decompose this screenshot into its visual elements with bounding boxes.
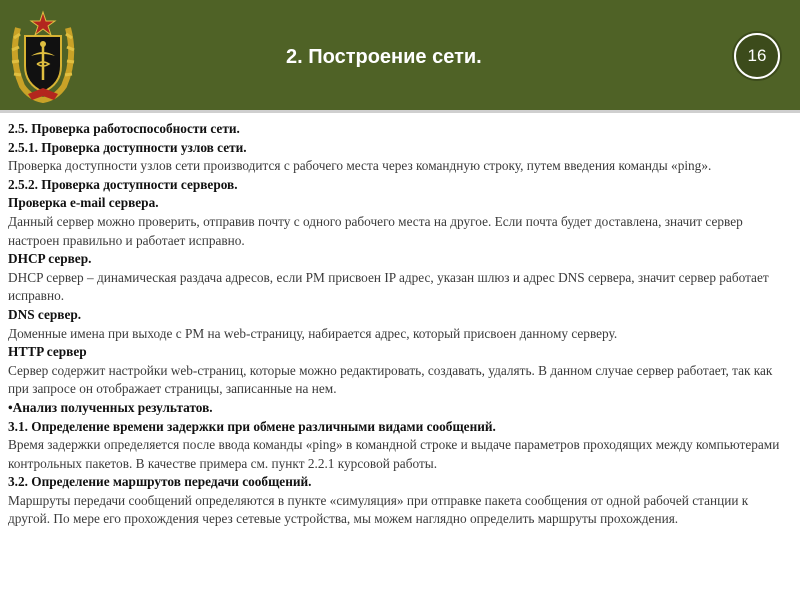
section-heading: DNS сервер. <box>8 306 82 322</box>
paragraph: Маршруты передачи сообщений определяются в пункте «симуляция» при отправке пакета сообщения от одной рабочей станции к другой. По мере его прохождения через сетевые устройства, мы можем наглядно определить маршруты прохождения. <box>8 492 749 527</box>
paragraph: Доменные имена при выходе с РМ на web-страницу, набирается адрес, который присвоен данному серверу. <box>8 325 618 341</box>
paragraph: Данный сервер можно проверить, отправив почту с одного рабочего места на другое. Если почта будет доставлена, значит сервер настроен правильно и работает исправно. <box>8 213 743 248</box>
section-heading: 3.1. Определение времени задержки при обмене различными видами сообщений. <box>8 418 496 434</box>
header-divider <box>0 110 800 113</box>
military-emblem-icon <box>8 8 78 104</box>
slide-content <box>8 120 792 529</box>
section-heading: DHCP сервер. <box>8 251 92 267</box>
paragraph: Время задержки определяется после ввода команды «ping» в командной строке и выдаче параметров проходящих между компьютерами контрольных пакетов. В качестве примера см. пункт 2.2.1 курсовой работы. <box>8 437 780 471</box>
section-heading: 3.2. Определение маршрутов передачи сообщений. <box>8 474 312 490</box>
paragraph: Проверка доступности узлов сети производится с рабочего места через командную строку, путем введения команды «ping». <box>8 158 712 174</box>
paragraph: DHCP сервер – динамическая раздача адресов, если РМ присвоен IP адрес, указан шлюз и адрес DNS сервера, значит сервер работает исправно. <box>8 269 769 304</box>
slide-header <box>0 0 800 110</box>
paragraph: Сервер содержит настройки web-страниц, которые можно редактировать, создавать, удалять. В данном случае сервер работает, так как при запросе он отображает страницы, записанные на нем. <box>8 362 773 397</box>
slide-title: 2. Построение сети. <box>286 46 482 68</box>
section-heading: 2.5.2. Проверка доступности серверов. <box>8 176 238 192</box>
section-heading: 2.5. Проверка работоспособности сети. <box>8 121 240 136</box>
section-heading: 2.5.1. Проверка доступности узлов сети. <box>8 139 247 155</box>
section-heading: •Анализ полученных результатов. <box>8 399 213 415</box>
slide-number-badge: 16 <box>734 33 780 79</box>
section-heading: Проверка e-mail сервера. <box>8 195 159 211</box>
section-heading: HTTP сервер <box>8 344 87 360</box>
